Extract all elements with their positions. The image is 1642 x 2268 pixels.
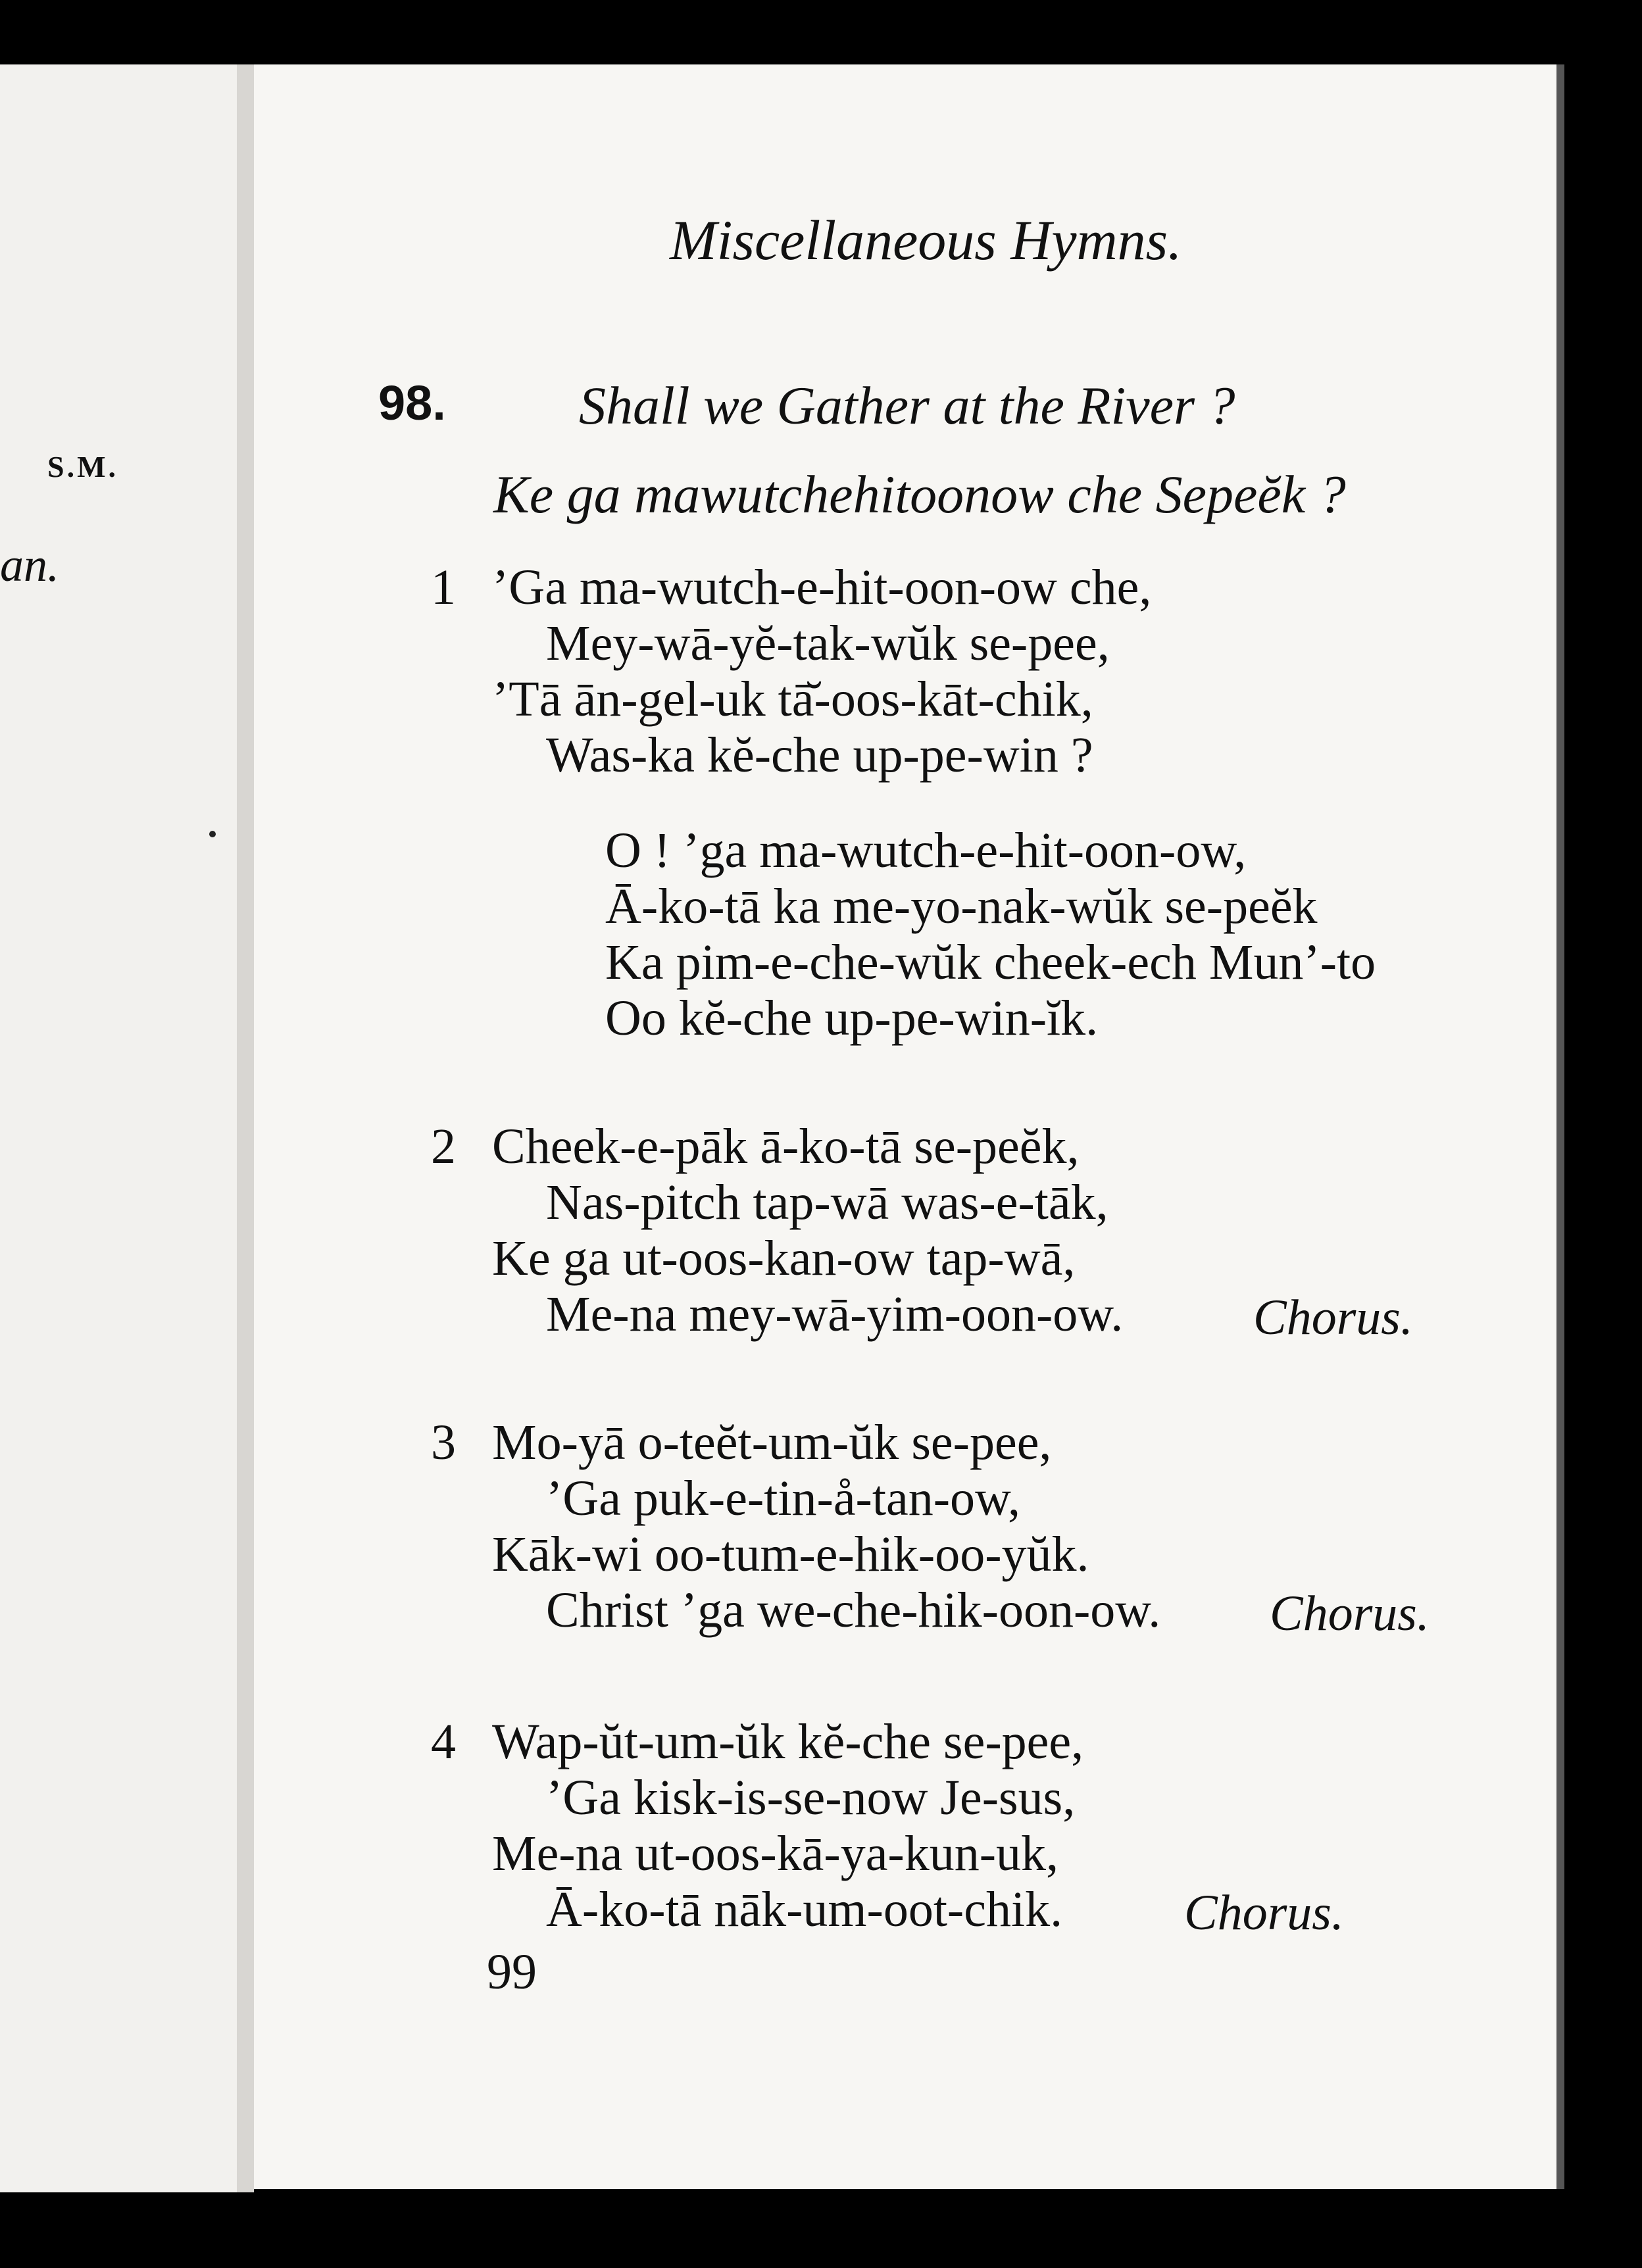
- verse-line: Mey-wā-yĕ-tak-wŭk se-pee,: [546, 616, 1110, 671]
- previous-page-fragment: an.: [0, 539, 59, 591]
- chorus-tag: Chorus.: [1253, 1290, 1413, 1345]
- verse-line: Ke ga ut-oos-kan-ow tap-wā,: [492, 1231, 1076, 1286]
- verse-line: Mo-yā o-teĕt-um-ŭk se-pee,: [492, 1415, 1052, 1470]
- chorus-line: O ! ’ga ma-wutch-e-hit-oon-ow,: [605, 823, 1247, 878]
- verse-line: Kāk-wi oo-tum-e-hik-oo-yŭk.: [492, 1527, 1089, 1582]
- chorus-line: Oo kĕ-che up-pe-win-ĭk.: [605, 991, 1099, 1046]
- meter-label: S.M.: [47, 450, 118, 483]
- verse-number: 2: [431, 1119, 456, 1174]
- verse-line: Christ ’ga we-che-hik-oon-ow.: [546, 1583, 1161, 1638]
- verse-line: ’Ga kisk-is-se-now Je-sus,: [546, 1770, 1076, 1825]
- page-edge-shadow: [1556, 64, 1564, 2189]
- previous-page-edge: [0, 64, 239, 2192]
- hymn-number: 98.: [378, 376, 446, 430]
- verse-line: Wap-ŭt-um-ŭk kĕ-che se-pee,: [492, 1714, 1084, 1769]
- chorus-tag: Chorus.: [1270, 1586, 1430, 1641]
- verse-number: 4: [431, 1714, 456, 1769]
- hymn-title-english: Shall we Gather at the River ?: [579, 376, 1235, 435]
- book-gutter: [237, 64, 254, 2192]
- verse-line: Was-ka kĕ-che up-pe-win ?: [546, 727, 1093, 783]
- chorus-line: Ā-ko-tā ka me-yo-nak-wŭk se-peĕk: [605, 879, 1318, 934]
- verse-line: Me-na ut-oos-kā-ya-kun-uk,: [492, 1826, 1059, 1881]
- running-head: Miscellaneous Hymns.: [670, 209, 1182, 272]
- hymn-title-cree: Ke ga mawutchehitoonow che Sepeĕk ?: [493, 464, 1346, 524]
- verse-line: Me-na mey-wā-yim-oon-ow.: [546, 1287, 1124, 1342]
- verse-line: Ā-ko-tā nāk-um-oot-chik.: [546, 1882, 1063, 1937]
- verse-line: ’Tā ān-gel-uk tā̆-oos-kāt-chik,: [492, 672, 1093, 727]
- ink-speck: [209, 831, 216, 837]
- verse-line: ’Ga ma-wutch-e-hit-oon-ow che,: [492, 560, 1152, 615]
- verse-number: 3: [431, 1415, 456, 1470]
- page-number: 99: [487, 1944, 537, 2000]
- chorus-line: Ka pim-e-che-wŭk cheek-ech Mun’-to: [605, 935, 1376, 990]
- verse-line: Cheek-e-pāk ā-ko-tā se-peĕk,: [492, 1119, 1080, 1174]
- verse-line: Nas-pitch tap-wā was-e-tāk,: [546, 1175, 1108, 1230]
- verse-number: 1: [431, 560, 456, 615]
- verse-line: ’Ga puk-e-tin-å-tan-ow,: [546, 1471, 1020, 1526]
- chorus-tag: Chorus.: [1184, 1885, 1344, 1940]
